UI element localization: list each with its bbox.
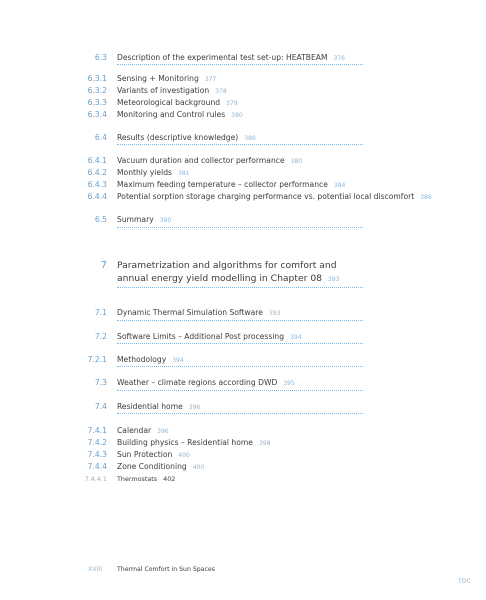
toc-entry-page: 395: [283, 380, 295, 387]
toc-entry[interactable]: [0, 437, 486, 449]
toc-entry[interactable]: [0, 473, 486, 485]
toc-entry-number: 6.4.1: [87, 156, 107, 165]
toc-entry-page: 400: [178, 452, 190, 459]
toc-entry[interactable]: [0, 354, 486, 366]
toc-entry-title: Variants of investigation 378: [117, 86, 227, 95]
toc-entry-page: 377: [204, 76, 217, 83]
toc-entry-number: 6.4.4: [87, 192, 107, 201]
toc-entry[interactable]: [0, 214, 486, 226]
toc-entry-number: 6.4.2: [87, 168, 107, 177]
toc-chapter-title: Parametrization and algorithms for comfort and annual energy yield modelling in Chapter 08 393: [117, 260, 340, 284]
toc-entry-number: 6.3.2: [87, 86, 107, 95]
toc-entry-title: Maximum feeding temperature – collector performance 384: [117, 180, 346, 189]
toc-entry[interactable]: [0, 97, 486, 109]
toc-entry[interactable]: [0, 167, 486, 179]
toc-entry-number: 6.4: [94, 133, 107, 142]
toc-entry-number: 7.1: [94, 308, 107, 317]
toc-entry-page: 396: [188, 404, 201, 411]
dotted-divider: [117, 144, 363, 145]
footer-book-title: Thermal Comfort in Sun Spaces: [117, 566, 215, 573]
dotted-divider: [117, 227, 363, 228]
toc-entry-number: 7.4.1: [87, 426, 107, 435]
dotted-divider: [117, 343, 363, 344]
toc-entry[interactable]: [0, 377, 486, 389]
toc-chapter-number: 7: [100, 260, 107, 271]
toc-link[interactable]: TOC: [458, 578, 471, 585]
toc-entry-number: 6.3.1: [87, 74, 107, 83]
toc-entry-title: Results (descriptive knowledge) 380: [117, 133, 256, 142]
toc-entry-title: Monthly yields 381: [117, 168, 190, 177]
toc-entry-number: 7.4.4: [87, 462, 107, 471]
toc-entry-title: Dynamic Thermal Simulation Software 393: [117, 308, 281, 317]
toc-entry-number: 7.4: [94, 402, 107, 411]
toc-entry-title: Methodology 394: [117, 355, 184, 364]
toc-entry-number: 6.3: [94, 53, 107, 62]
toc-entry-page: 376: [333, 55, 345, 62]
toc-entry-page: 386: [420, 194, 432, 201]
toc-entry-title: Weather – climate regions according DWD 395: [117, 378, 295, 387]
toc-entry-title: Summary 390: [117, 215, 172, 224]
toc-entry-title: Thermostats 402: [117, 475, 176, 483]
toc-entry[interactable]: [0, 155, 486, 167]
toc-entry-page: 396: [157, 428, 169, 435]
toc-entry-number: 7.4.4.1: [84, 475, 107, 483]
toc-entry-title: Meteorological background 379: [117, 98, 238, 107]
toc-entry[interactable]: [0, 73, 486, 85]
toc-chapter-entry[interactable]: [0, 259, 486, 285]
toc-entry-number: 7.4.3: [87, 450, 107, 459]
toc-entry-title: Description of the experimental test set-up: HEATBEAM 376: [117, 53, 345, 62]
toc-entry[interactable]: [0, 307, 486, 319]
dotted-divider: [117, 366, 363, 367]
toc-entry[interactable]: [0, 425, 486, 437]
toc-entry-page: 379: [226, 100, 238, 107]
toc-entry-number: 7.2.1: [87, 355, 107, 364]
toc-entry-title: Building physics – Residential home 398: [117, 438, 271, 447]
toc-entry-title: Residential home 396: [117, 402, 201, 411]
toc-entry-title: Monitoring and Control rules 380: [117, 110, 243, 119]
toc-entry-page: 394: [172, 357, 184, 364]
toc-entry[interactable]: [0, 401, 486, 413]
dotted-divider: [117, 413, 363, 414]
toc-entry-page: 393: [268, 310, 281, 317]
toc-entry-title: Zone Conditioning 400: [117, 462, 205, 471]
toc-entry-number: 6.5: [94, 215, 107, 224]
toc-entry-number: 7.2: [94, 332, 107, 341]
toc-entry-page: 393: [328, 276, 340, 283]
toc-entry-number: 7.3: [94, 378, 107, 387]
dotted-divider: [117, 287, 363, 288]
dotted-divider: [117, 64, 363, 65]
toc-entry-title: Calendar 396: [117, 426, 169, 435]
toc-entry-page: 390: [159, 217, 172, 224]
toc-entry-page: 380: [244, 135, 256, 142]
toc-entry-page: 380: [231, 112, 243, 119]
toc-entry-number: 7.4.2: [87, 438, 107, 447]
dotted-divider: [117, 320, 363, 321]
toc-entry-page: 402: [163, 475, 176, 483]
toc-entry[interactable]: [0, 109, 486, 121]
toc-entry-title: Sun Protection 400: [117, 450, 190, 459]
footer-page-number: XVIII: [88, 566, 102, 573]
toc-entry-page: 384: [333, 182, 346, 189]
toc-entry[interactable]: [0, 191, 486, 203]
toc-entry-page: 381: [177, 170, 190, 177]
toc-entry-number: 6.4.3: [87, 180, 107, 189]
toc-entry[interactable]: [0, 85, 486, 97]
toc-entry[interactable]: [0, 461, 486, 473]
toc-entry-page: 394: [290, 334, 302, 341]
toc-entry-number: 6.3.3: [87, 98, 107, 107]
toc-entry[interactable]: [0, 179, 486, 191]
toc-entry-page: 400: [192, 464, 205, 471]
toc-entry-title: Vacuum duration and collector performance 380: [117, 156, 303, 165]
toc-entry-title: Software Limits – Additional Post processing 394: [117, 332, 302, 341]
toc-entry[interactable]: [0, 449, 486, 461]
toc-entry-title: Potential sorption storage charging performance vs. potential local discomfort 386: [117, 192, 432, 201]
dotted-divider: [117, 390, 363, 391]
toc-entry-page: 378: [215, 88, 227, 95]
toc-entry-page: 380: [290, 158, 303, 165]
toc-entry-title: Sensing + Monitoring 377: [117, 74, 217, 83]
toc-entry[interactable]: [0, 132, 486, 144]
toc-entry[interactable]: [0, 331, 486, 343]
toc-entry[interactable]: [0, 52, 486, 64]
toc-entry-page: 398: [258, 440, 271, 447]
toc-entry-number: 6.3.4: [87, 110, 107, 119]
